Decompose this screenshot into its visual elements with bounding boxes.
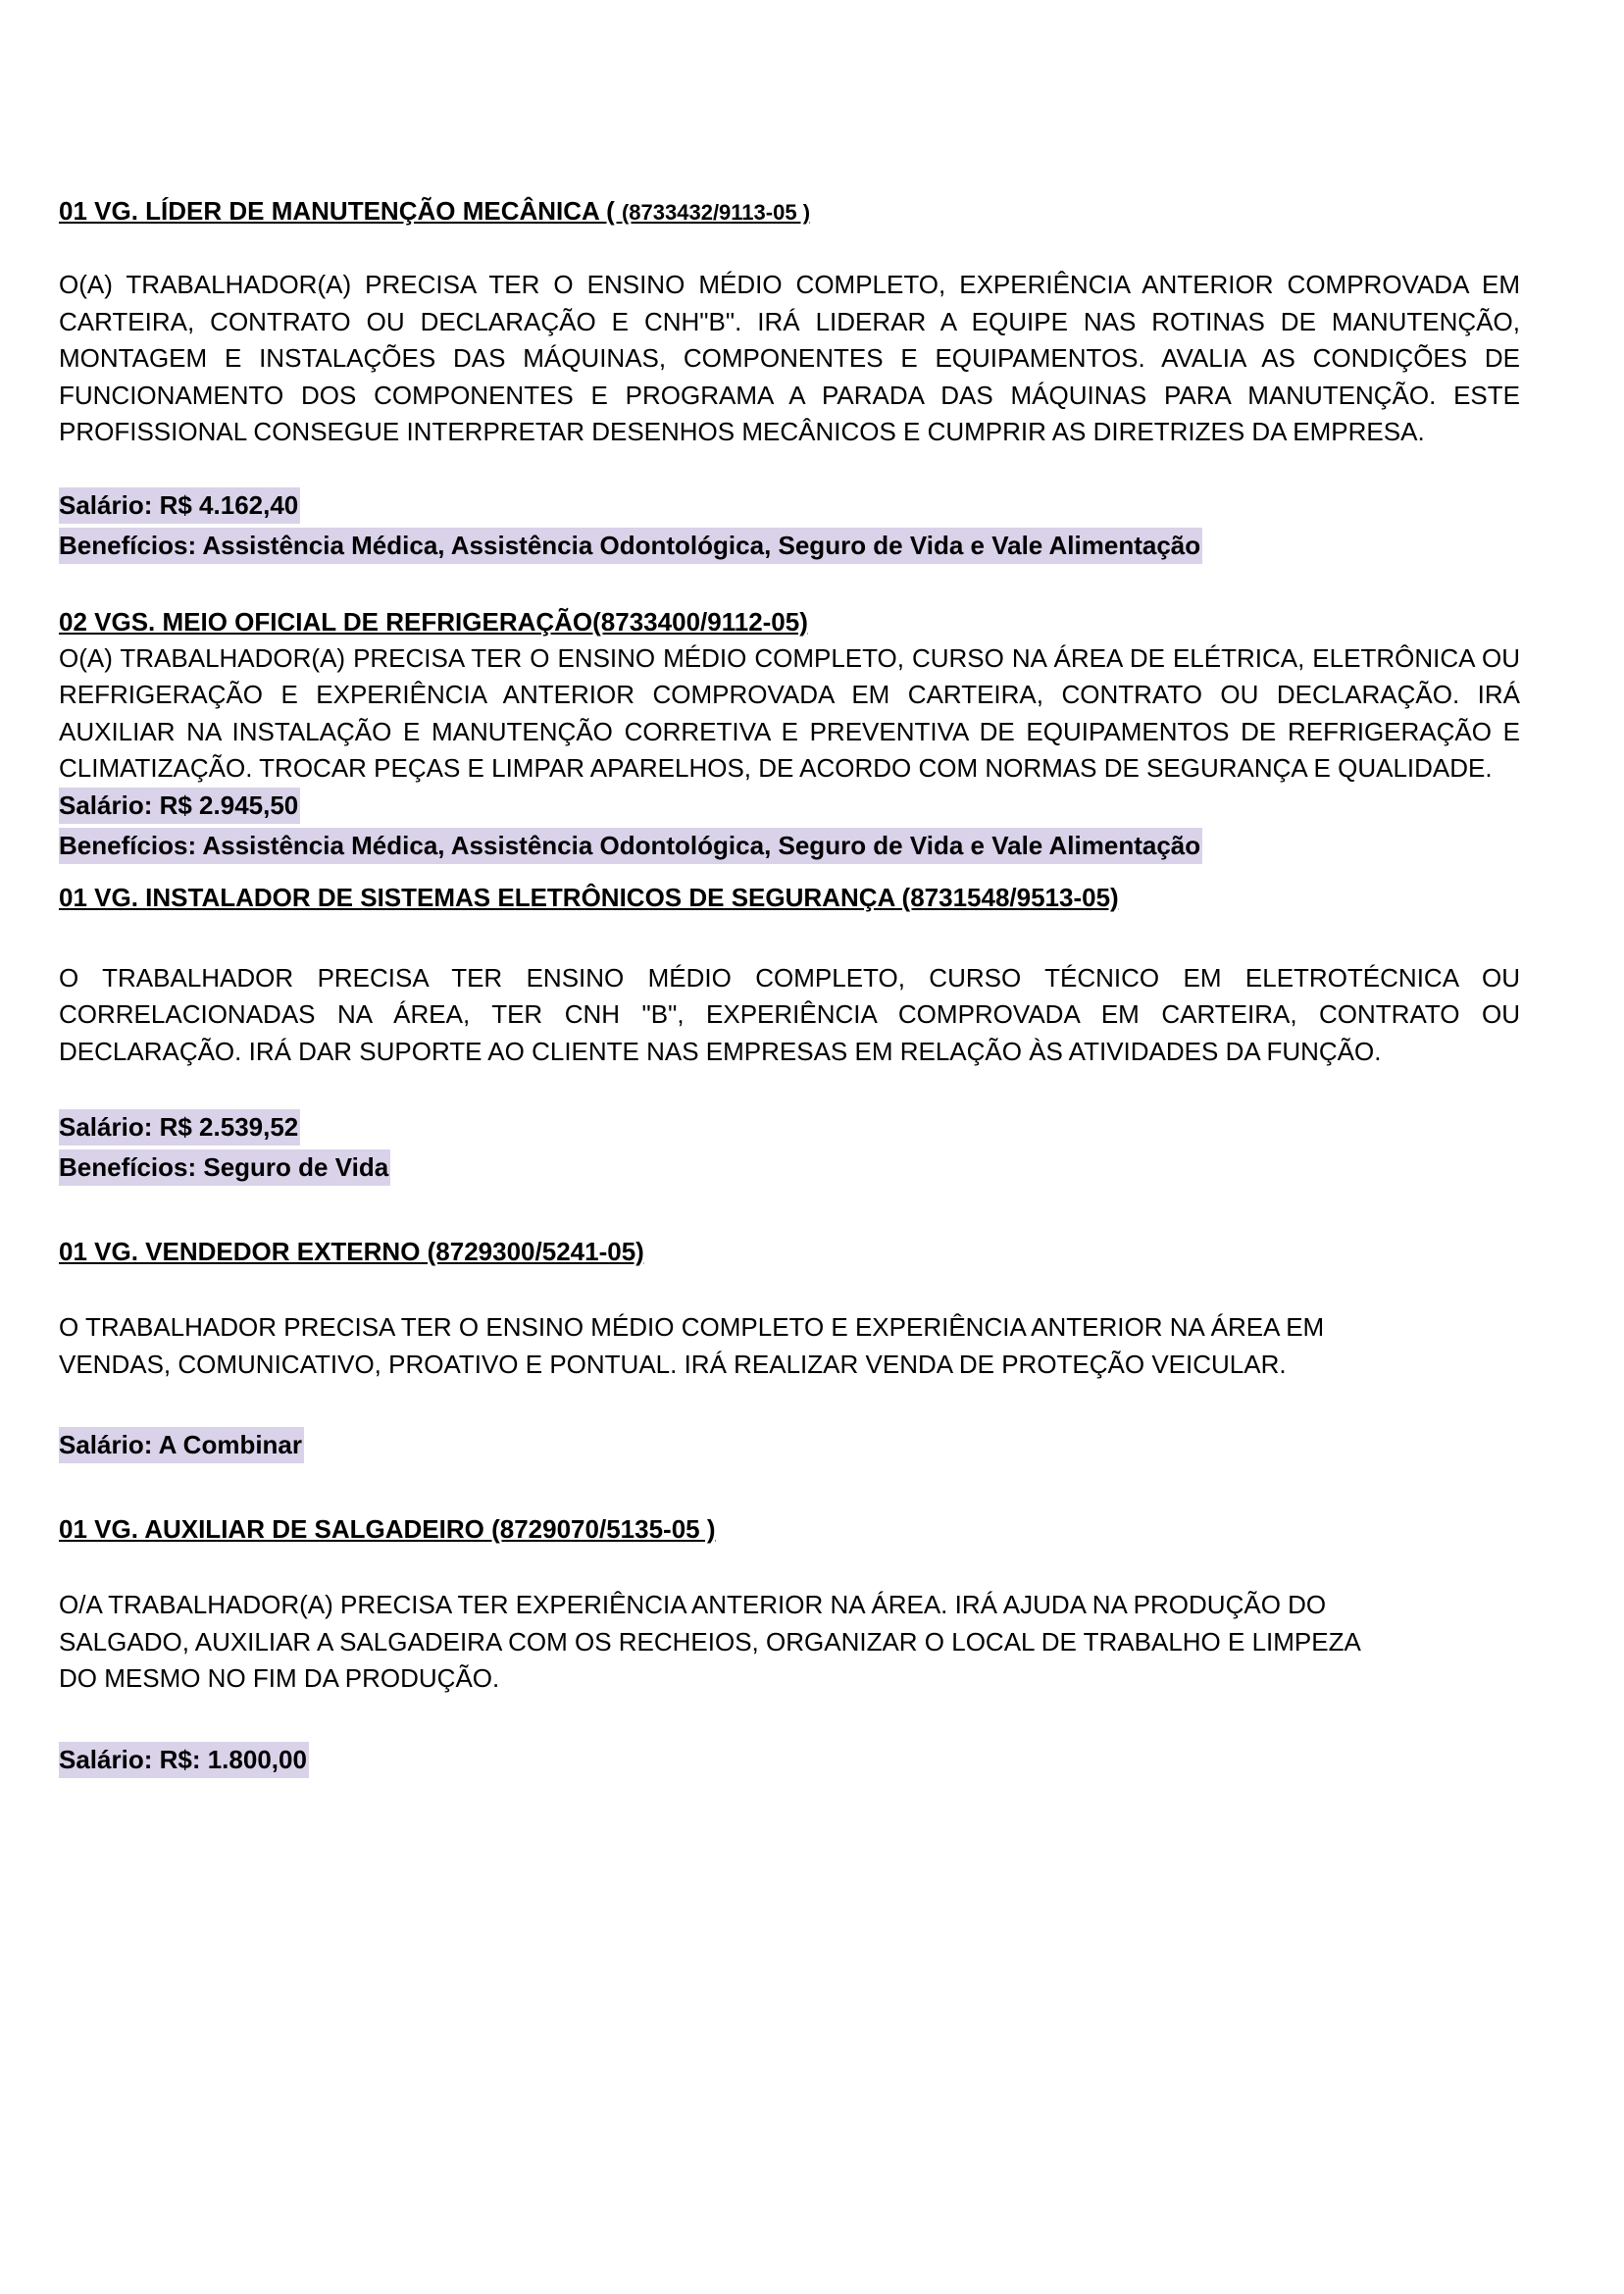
job-description-line: VENDAS, COMUNICATIVO, PROATIVO E PONTUAL. IRÁ REALIZAR VENDA DE PROTEÇÃO VEICULAR. [59,1349,1287,1379]
job-title: 01 VG. INSTALADOR DE SISTEMAS ELETRÔNICOS DE SEGURANÇA (8731548/9513-05) [59,882,1119,912]
job-description-line: O/A TRABALHADOR(A) PRECISA TER EXPERIÊNCIA ANTERIOR NA ÁREA. IRÁ AJUDA NA PRODUÇÃO DO [59,1590,1327,1619]
job-listing-vendedor-externo [59,1234,1520,1467]
job-salary: Salário: R$ 2.945,50 [59,788,300,824]
job-listing-auxiliar-salgadeiro [59,1511,1520,1782]
job-description: O(A) TRABALHADOR(A) PRECISA TER O ENSINO MÉDIO COMPLETO, EXPERIÊNCIA ANTERIOR COMPROVADA EM CARTEIRA, CONTRATO OU DECLARAÇÃO E CNH"B". IRÁ LIDERAR A EQUIPE NAS ROTINAS DE MANUTENÇÃO, MONTAGEM E INSTALAÇÕES DAS MÁQUINAS, COMPONENTES E EQUIPAMENTOS. AVALIA AS CONDIÇÕES DE FUNCIONAMENTO DOS COMPONENTES E PROGRAMA A PARADA DAS MÁQUINAS PARA MANUTENÇÃO. ESTE PROFISSIONAL CONSEGUE INTERPRETAR DESENHOS MECÂNICOS E CUMPRIR AS DIRETRIZES DA EMPRESA. [59,270,1520,446]
job-listing-meio-oficial-refrigeracao [59,604,1520,868]
job-title: 01 VG. AUXILIAR DE SALGADEIRO (8729070/5135-05 ) [59,1514,716,1544]
job-title: 01 VG. LÍDER DE MANUTENÇÃO MECÂNICA ( (8733432/9113-05 ) [59,196,811,226]
job-description-line: O TRABALHADOR PRECISA TER O ENSINO MÉDIO COMPLETO E EXPERIÊNCIA ANTERIOR NA ÁREA EM [59,1312,1325,1342]
job-benefits: Benefícios: Assistência Médica, Assistência Odontológica, Seguro de Vida e Vale Alimentação [59,528,1202,564]
job-title: 01 VG. VENDEDOR EXTERNO (8729300/5241-05) [59,1237,644,1266]
job-description: O(A) TRABALHADOR(A) PRECISA TER O ENSINO MÉDIO COMPLETO, CURSO NA ÁREA DE ELÉTRICA, ELETRÔNICA OU REFRIGERAÇÃO E EXPERIÊNCIA ANTERIOR COMPROVADA EM CARTEIRA, CONTRATO OU DECLARAÇÃO. IRÁ AUXILIAR NA INSTALAÇÃO E MANUTENÇÃO CORRETIVA E PREVENTIVA DE EQUIPAMENTOS DE REFRIGERAÇÃO E CLIMATIZAÇÃO. TROCAR PEÇAS E LIMPAR APARELHOS, DE ACORDO COM NORMAS DE SEGURANÇA E QUALIDADE. [59,642,1520,783]
job-listing-instalador-sistemas-seguranca [59,880,1520,1191]
job-description: O TRABALHADOR PRECISA TER ENSINO MÉDIO COMPLETO, CURSO TÉCNICO EM ELETROTÉCNICA OU CORRELACIONADAS NA ÁREA, TER CNH "B", EXPERIÊNCIA COMPROVADA EM CARTEIRA, CONTRATO OU DECLARAÇÃO. IRÁ DAR SUPORTE AO CLIENTE NAS EMPRESAS EM RELAÇÃO ÀS ATIVIDADES DA FUNÇÃO. [59,962,1520,1066]
job-listing-lider-manutencao [59,193,1520,568]
job-benefits: Benefícios: Seguro de Vida [59,1149,390,1186]
job-salary: Salário: A Combinar [59,1427,304,1463]
job-listings-page [59,193,1520,1782]
job-salary: Salário: R$: 1.800,00 [59,1742,309,1778]
job-salary: Salário: R$ 2.539,52 [59,1109,300,1146]
job-benefits: Benefícios: Assistência Médica, Assistência Odontológica, Seguro de Vida e Vale Alimentação [59,828,1202,864]
job-title: 02 VGS. MEIO OFICIAL DE REFRIGERAÇÃO(8733400/9112-05) [59,606,808,637]
job-salary: Salário: R$ 4.162,40 [59,487,300,524]
job-description-line: DO MESMO NO FIM DA PRODUÇÃO. [59,1663,500,1693]
job-description-line: SALGADO, AUXILIAR A SALGADEIRA COM OS RECHEIOS, ORGANIZAR O LOCAL DE TRABALHO E LIMPEZA [59,1626,1361,1657]
